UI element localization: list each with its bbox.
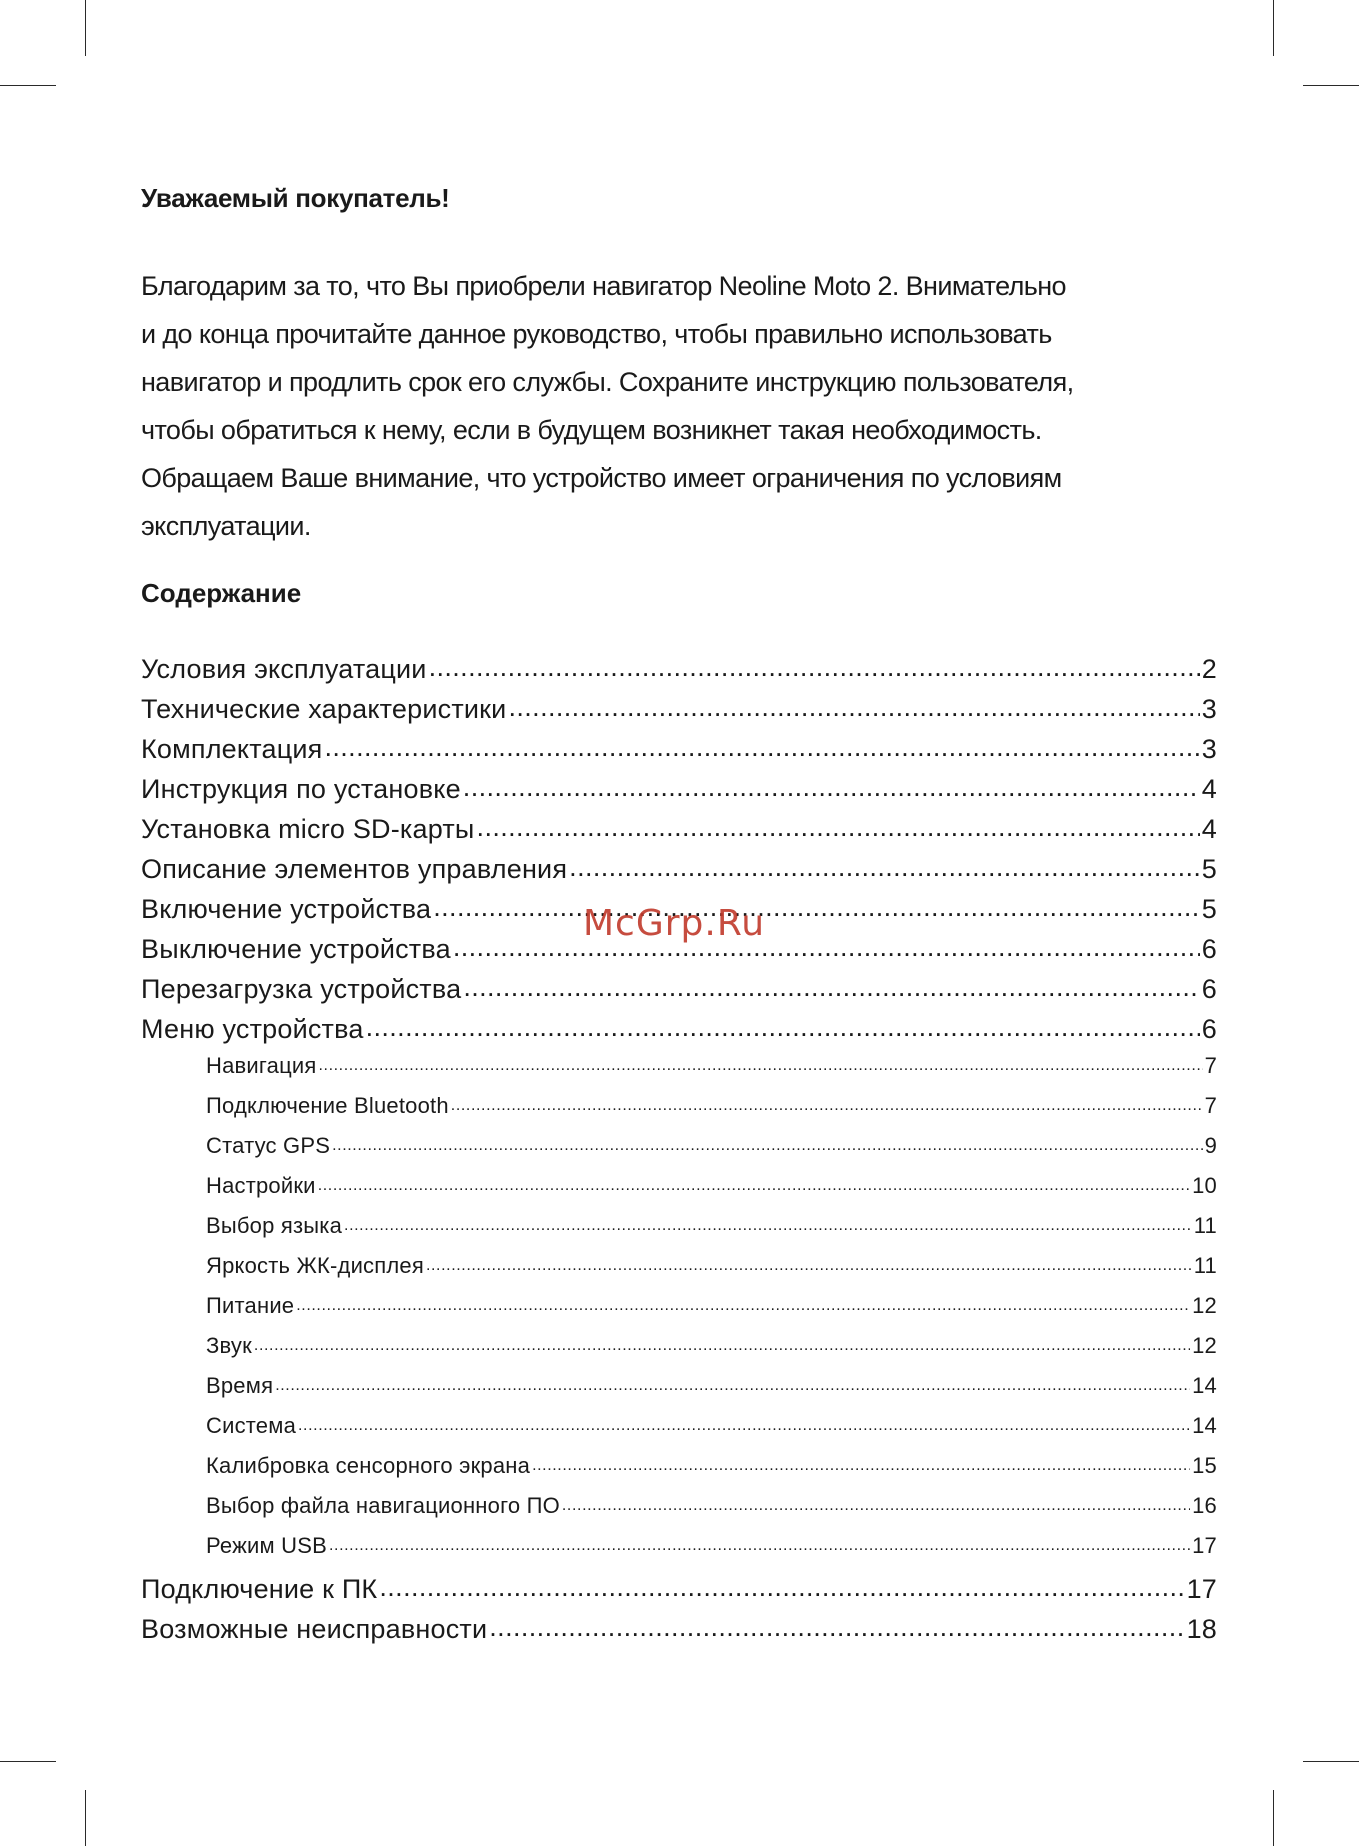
toc-entry[interactable] <box>141 971 1217 1011</box>
toc-entry-page-number: 4 <box>1201 814 1217 844</box>
intro-paragraph <box>141 262 1231 550</box>
toc-entry-page-number: 17 <box>1192 1533 1217 1558</box>
crop-mark-bottom-right-horizontal <box>1303 1761 1359 1762</box>
toc-subentry[interactable] <box>141 1451 1217 1491</box>
crop-mark-bottom-left-vertical <box>85 1790 86 1846</box>
toc-entry-title: Включение устройства <box>141 894 432 924</box>
toc-entry-title: Настройки <box>206 1173 316 1198</box>
toc-entry-title: Комплектация <box>141 734 323 764</box>
toc-entry[interactable] <box>141 851 1217 891</box>
toc-entry-title: Меню устройства <box>141 1014 364 1044</box>
toc-subentry[interactable] <box>141 1171 1217 1211</box>
toc-entry-page-number: 7 <box>1204 1053 1217 1078</box>
toc-leader-dots <box>366 1011 1200 1038</box>
toc-entry[interactable] <box>141 771 1217 811</box>
toc-leader-dots <box>429 651 1200 678</box>
toc-subentry[interactable] <box>141 1211 1217 1251</box>
toc-leader-dots <box>318 1171 1190 1193</box>
toc-entry-page-number: 16 <box>1192 1493 1217 1518</box>
toc-entry-title: Звук <box>206 1333 252 1358</box>
toc-leader-dots <box>426 1251 1192 1273</box>
toc-entry-title: Условия эксплуатации <box>141 654 427 684</box>
crop-mark-top-left-horizontal <box>0 85 56 86</box>
toc-entry-page-number: 15 <box>1192 1453 1217 1478</box>
table-of-contents <box>141 651 1217 1651</box>
toc-entry-page-number: 11 <box>1193 1213 1217 1238</box>
toc-entry-title: Выключение устройства <box>141 934 451 964</box>
toc-entry-title: Система <box>206 1413 297 1438</box>
toc-leader-dots <box>453 931 1200 958</box>
toc-leader-dots <box>451 1091 1203 1113</box>
toc-subentry[interactable] <box>141 1331 1217 1371</box>
toc-entry[interactable] <box>141 691 1217 731</box>
toc-subentry[interactable] <box>141 1491 1217 1531</box>
toc-leader-dots <box>489 1611 1184 1638</box>
crop-mark-bottom-left-horizontal <box>0 1761 56 1762</box>
toc-entry-page-number: 14 <box>1192 1373 1217 1398</box>
toc-entry-page-number: 3 <box>1201 734 1217 764</box>
toc-entry-page-number: 2 <box>1201 654 1217 684</box>
toc-subentry[interactable] <box>141 1371 1217 1411</box>
toc-leader-dots <box>532 1451 1190 1473</box>
crop-mark-bottom-right-vertical <box>1273 1790 1274 1846</box>
toc-entry[interactable] <box>141 1611 1217 1651</box>
toc-entry[interactable] <box>141 731 1217 771</box>
toc-entry-title: Статус GPS <box>206 1133 331 1158</box>
toc-leader-dots <box>275 1371 1190 1393</box>
toc-entry[interactable] <box>141 1571 1217 1611</box>
intro-line: навигатор и продлить срок его службы. Сохраните инструкцию пользователя, <box>141 367 1074 397</box>
toc-entry-title: Перезагрузка устройства <box>141 974 462 1004</box>
toc-entry-title: Описание элементов управления <box>141 854 568 884</box>
toc-leader-dots <box>463 771 1200 798</box>
toc-entry-page-number: 14 <box>1192 1413 1217 1438</box>
toc-leader-dots <box>332 1131 1202 1153</box>
intro-line: и до конца прочитайте данное руководство, чтобы правильно использовать <box>141 319 1052 349</box>
crop-mark-top-right-vertical <box>1273 0 1274 56</box>
toc-leader-dots <box>344 1211 1192 1233</box>
toc-subentry[interactable] <box>141 1131 1217 1171</box>
toc-entry-title: Питание <box>206 1293 295 1318</box>
toc-entry-title: Выбор языка <box>206 1213 343 1238</box>
toc-entry-page-number: 6 <box>1201 934 1217 964</box>
watermark: McGrp.Ru <box>583 903 766 944</box>
toc-leader-dots <box>324 731 1199 758</box>
toc-leader-dots <box>318 1051 1202 1073</box>
toc-leader-dots <box>433 891 1200 918</box>
intro-line: Обращаем Ваше внимание, что устройство имеет ограничения по условиям <box>141 463 1062 493</box>
toc-entry-page-number: 12 <box>1192 1293 1217 1318</box>
toc-entry-page-number: 9 <box>1204 1133 1217 1158</box>
toc-entry-title: Возможные неисправности <box>141 1614 488 1644</box>
crop-mark-top-right-horizontal <box>1303 85 1359 86</box>
toc-entry-page-number: 17 <box>1186 1574 1217 1604</box>
toc-entry-page-number: 18 <box>1186 1614 1217 1644</box>
greeting-heading: Уважаемый покупатель! <box>141 183 450 213</box>
toc-leader-dots <box>296 1291 1190 1313</box>
toc-entry-page-number: 6 <box>1201 974 1217 1004</box>
toc-entry-page-number: 12 <box>1192 1333 1217 1358</box>
toc-entry-page-number: 3 <box>1201 694 1217 724</box>
toc-entry[interactable] <box>141 811 1217 851</box>
toc-leader-dots <box>569 851 1200 878</box>
toc-entry-page-number: 5 <box>1201 894 1217 924</box>
intro-line: эксплуатации. <box>141 511 311 541</box>
toc-leader-dots <box>463 971 1199 998</box>
toc-leader-dots <box>562 1491 1190 1513</box>
toc-entry-page-number: 7 <box>1204 1093 1217 1118</box>
toc-entry-page-number: 11 <box>1193 1253 1217 1278</box>
toc-subentry[interactable] <box>141 1091 1217 1131</box>
toc-entry-title: Калибровка сенсорного экрана <box>206 1453 531 1478</box>
toc-entry-page-number: 10 <box>1192 1173 1217 1198</box>
toc-subentry[interactable] <box>141 1531 1217 1571</box>
toc-entry-title: Инструкция по установке <box>141 774 461 804</box>
toc-entry-title: Выбор файла навигационного ПО <box>206 1493 560 1518</box>
toc-leader-dots <box>508 691 1199 718</box>
toc-entry-title: Подключение к ПК <box>141 1574 378 1604</box>
toc-entry-page-number: 5 <box>1201 854 1217 884</box>
toc-heading: Содержание <box>141 578 302 608</box>
toc-entry-title: Навигация <box>206 1053 317 1078</box>
toc-leader-dots <box>298 1411 1190 1433</box>
intro-line: чтобы обратиться к нему, если в будущем возникнет такая необходимость. <box>141 415 1042 445</box>
toc-subentry[interactable] <box>141 1291 1217 1331</box>
toc-entry-title: Технические характеристики <box>141 694 507 724</box>
toc-subentry[interactable] <box>141 1251 1217 1291</box>
intro-line: Благодарим за то, что Вы приобрели навигатор Neoline Moto 2. Внимательно <box>141 271 1066 301</box>
toc-leader-dots <box>477 811 1200 838</box>
toc-entry-title: Время <box>206 1373 274 1398</box>
toc-entry-page-number: 6 <box>1201 1014 1217 1044</box>
toc-leader-dots <box>254 1331 1190 1353</box>
toc-entry[interactable] <box>141 1011 1217 1051</box>
toc-subentry[interactable] <box>141 1051 1217 1091</box>
toc-leader-dots <box>379 1571 1184 1598</box>
toc-entry-title: Яркость ЖК-дисплея <box>206 1253 424 1278</box>
toc-entry-title: Установка micro SD-карты <box>141 814 475 844</box>
toc-entry-page-number: 4 <box>1201 774 1217 804</box>
toc-subentry[interactable] <box>141 1411 1217 1451</box>
toc-leader-dots <box>329 1531 1190 1553</box>
toc-entry-title: Подключение Bluetooth <box>206 1093 449 1118</box>
toc-entry-title: Режим USB <box>206 1533 327 1558</box>
toc-entry[interactable] <box>141 651 1217 691</box>
crop-mark-top-left-vertical <box>85 0 86 56</box>
